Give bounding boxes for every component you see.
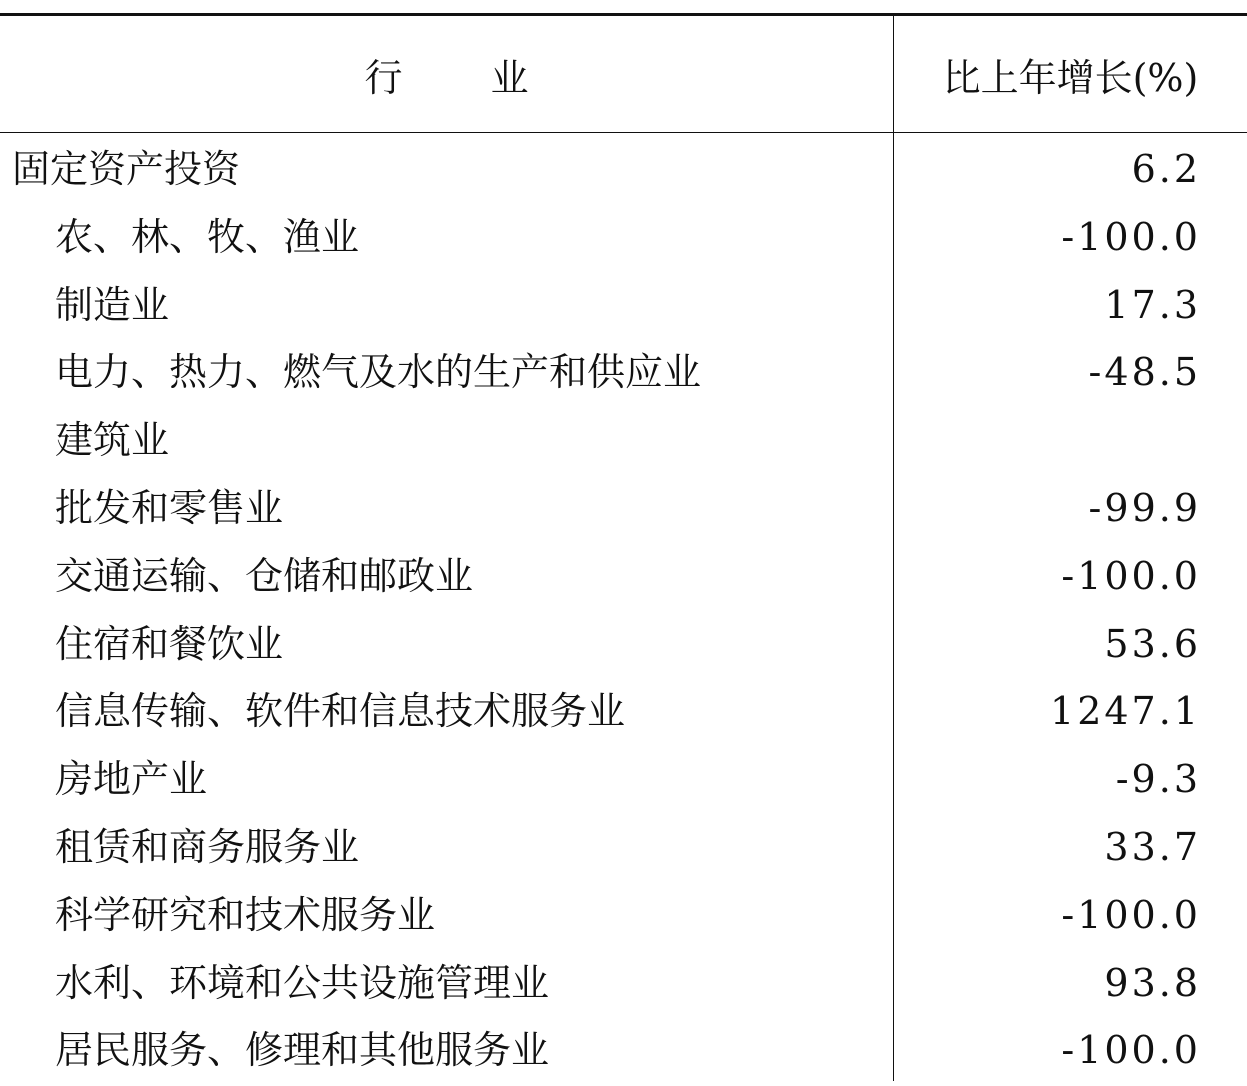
row-value: 17.3: [1104, 282, 1201, 327]
table-row: [0, 879, 1247, 947]
table-row: [0, 675, 1247, 743]
header-growth: 比上年增长(%): [942, 56, 1199, 100]
row-value: 53.6: [1104, 621, 1201, 666]
row-value: -100.0: [1061, 553, 1201, 598]
row-value: 1247.1: [1050, 689, 1201, 734]
row-label: 信息传输、软件和信息技术服务业: [55, 689, 626, 734]
table-body: [0, 133, 1247, 1082]
row-value: -100.0: [1061, 214, 1201, 259]
row-value: -99.9: [1088, 485, 1201, 530]
row-value: -100.0: [1061, 892, 1201, 937]
table-row: [0, 336, 1247, 404]
table-row: [0, 811, 1247, 879]
row-label: 租赁和商务服务业: [55, 824, 360, 869]
table-row: [0, 472, 1247, 540]
row-label: 制造业: [55, 282, 170, 327]
row-label: 批发和零售业: [55, 485, 284, 530]
table-row: [0, 201, 1247, 269]
table-row: [0, 133, 1247, 201]
table-row: [0, 608, 1247, 676]
row-value: 6.2: [1131, 147, 1201, 191]
row-value: 93.8: [1104, 960, 1201, 1005]
table-row: [0, 743, 1247, 811]
row-value: -100.0: [1061, 1028, 1201, 1073]
row-label: 居民服务、修理和其他服务业: [55, 1028, 550, 1073]
table-row: [0, 404, 1247, 472]
table-row: [0, 540, 1247, 608]
row-label: 科学研究和技术服务业: [55, 892, 436, 937]
row-label: 房地产业: [55, 757, 208, 802]
row-value: 33.7: [1104, 824, 1201, 869]
table-header: [0, 16, 1247, 133]
row-label: 农、林、牧、渔业: [55, 214, 360, 259]
row-label: 水利、环境和公共设施管理业: [55, 960, 550, 1005]
row-label: 住宿和餐饮业: [55, 621, 284, 666]
table-row: [0, 1014, 1247, 1082]
row-label: 交通运输、仓储和邮政业: [55, 553, 474, 598]
row-label: 电力、热力、燃气及水的生产和供应业: [55, 350, 702, 395]
table-row: [0, 269, 1247, 337]
row-label: 建筑业: [55, 418, 170, 463]
statistics-table: [0, 13, 1247, 1078]
row-value: -9.3: [1115, 757, 1201, 802]
table-row: [0, 947, 1247, 1015]
header-industry: 行业: [364, 56, 617, 100]
row-label: 固定资产投资: [12, 147, 241, 191]
row-value: -48.5: [1088, 350, 1201, 395]
